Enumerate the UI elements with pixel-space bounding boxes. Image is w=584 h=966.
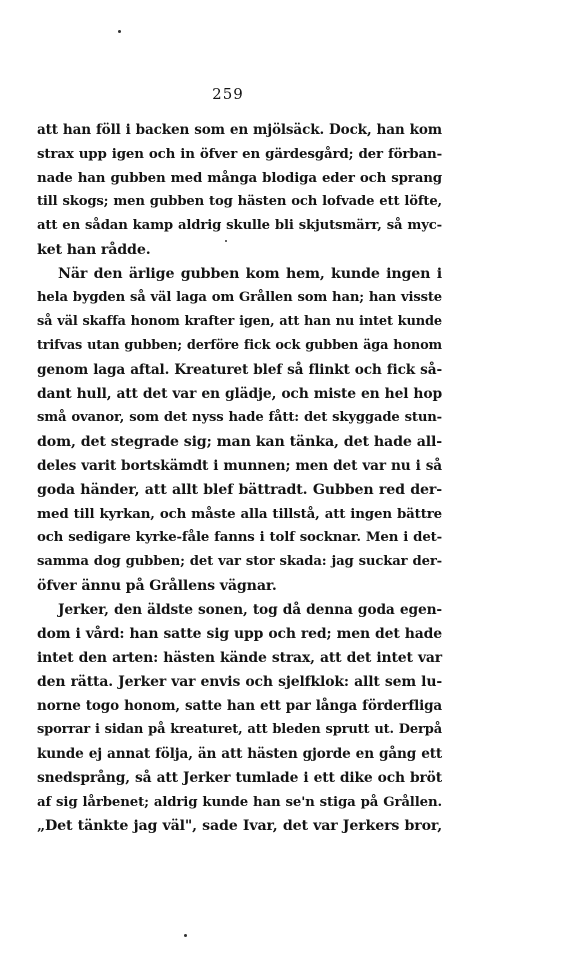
text-line: kunde ej annat följa, än att hästen gjorde en gång ett: [37, 746, 442, 762]
text-line: norne togo honom, satte han ett par långa förderfliga: [37, 698, 442, 714]
page-number: 259: [212, 85, 244, 103]
text-line: af sig lårbenet; aldrig kunde han se'n stiga på Grållen.: [37, 794, 442, 810]
text-line: goda händer, att allt blef bättradt. Gubben red der-: [37, 482, 442, 498]
text-line: att en sådan kamp aldrig skulle bli skjutsmärr, så myc-: [37, 218, 442, 233]
text-line: hela bygden så väl laga om Grållen som han; han visste: [37, 290, 442, 305]
text-line: så väl skaffa honom krafter igen, att han nu intet kunde: [37, 314, 442, 329]
text-line: strax upp igen och in öfver en gärdesgård; der förban-: [37, 146, 442, 162]
text-line: sporrar i sidan på kreaturet, att bleden sprutt ut. Derpå: [37, 722, 442, 737]
text-line: nade han gubben med många blodiga eder och sprang: [37, 170, 442, 186]
paragraph-start-line: Jerker, den äldste sonen, tog då denna goda egen-: [58, 602, 442, 618]
text-line: deles varit bortskämdt i munnen; men det var nu i så: [37, 458, 442, 474]
text-line: trifvas utan gubben; derföre fick ock gubben äga honom: [37, 338, 442, 353]
text-line: ket han rådde.: [37, 242, 151, 258]
text-line: dom, det stegrade sig; man kan tänka, det hade all-: [37, 434, 442, 450]
text-line: „Det tänkte jag väl", sade Ivar, det var Jerkers bror,: [37, 818, 442, 834]
text-line: dant hull, att det var en glädje, och miste en hel hop: [37, 386, 442, 402]
text-line: till skogs; men gubben tog hästen och lofvade ett löfte,: [37, 194, 442, 209]
text-line: små ovanor, som det nyss hade fått: det skyggade stun-: [37, 410, 442, 425]
text-line: samma dog gubben; det var stor skada: jag suckar der-: [37, 554, 442, 569]
text-line: med till kyrkan, och måste alla tillstå, att ingen bättre: [37, 506, 442, 522]
text-line: öfver ännu på Grållens vägnar.: [37, 578, 277, 594]
text-line: och sedigare kyrke-fåle fanns i tolf socknar. Men i det-: [37, 530, 442, 545]
paragraph-start-line: När den ärlige gubben kom hem, kunde ingen i: [58, 266, 442, 282]
text-line: snedsprång, så att Jerker tumlade i ett dike och bröt: [37, 770, 442, 786]
text-line: att han föll i backen som en mjölsäck. Dock, han kom: [37, 122, 442, 138]
print-speck: [184, 934, 187, 937]
text-line: dom i vård: han satte sig upp och red; men det hade: [37, 626, 442, 642]
text-line: den rätta. Jerker var envis och sjelfklok: allt sem lu-: [37, 674, 442, 690]
text-line: intet den arten: hästen kände strax, att det intet var: [37, 650, 442, 666]
text-line: genom laga aftal. Kreaturet blef så flinkt och fick så-: [37, 362, 442, 378]
print-speck: [118, 30, 121, 33]
body-text: [37, 118, 442, 838]
